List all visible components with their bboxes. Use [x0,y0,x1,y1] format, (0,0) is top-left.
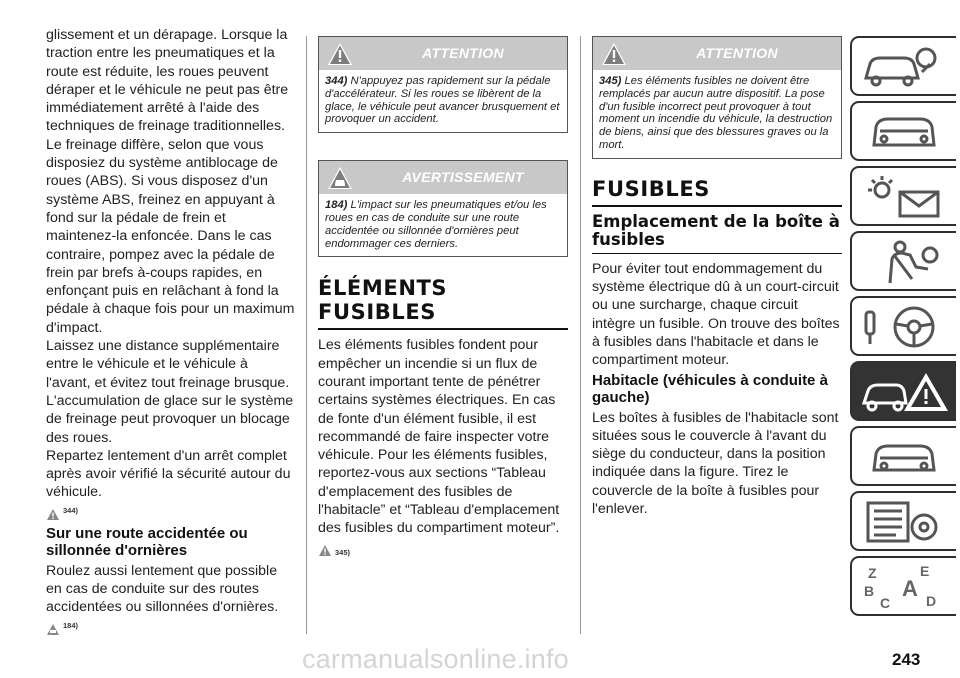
caution-reference[interactable] [46,620,296,636]
warning-triangle-icon [601,42,627,66]
reference-number: 184) [63,621,79,631]
left-column [46,26,296,640]
avertissement-box [318,160,568,257]
chapter-tab-starting-driving[interactable] [850,296,956,356]
reference-number: 344) [63,506,79,516]
watermark: carmanualsonline.info [302,644,569,674]
index-letter: E [920,564,930,579]
index-letter: B [864,583,875,599]
attention-number: 345) [599,75,622,87]
car-front-icon [860,109,950,155]
chapter-tab-warning-lights[interactable] [850,166,956,226]
attention-title: ATTENTION [422,45,504,61]
chapter-tab-dashboard[interactable] [850,101,956,161]
paragraph: Laissez une distance supplémentaire entre le véhicule et le véhicule à l'avant, et évitez tout freinage brusque. [46,338,290,391]
warning-triangle-icon [327,42,353,66]
index-letter: A [902,576,918,601]
avertissement-text: 184) L'impact sur les pneumatiques et/ou les roues en cas de conduite sur une route accidentée ou sillonnée d'ornières peut endommager ces derniers. [325,199,547,250]
attention-number: 344) [325,75,348,87]
section-heading: Sur une route accidentée ou sillonnée d'ornières [46,524,248,560]
index-letter: C [880,595,891,610]
chapter-tab-technical-data[interactable] [850,491,956,551]
paragraph: Les boîtes à fusibles de l'habitacle sont situées sous le couvercle à l'avant du siège du conducteur, dans la position indiquée dans la figure. Tirez le couvercle de la boîte à fusibles pour l'enlever. [592,409,839,518]
reference-number: 345) [335,547,351,557]
technical-data-icon [860,499,950,545]
car-caution-icon [327,166,353,190]
key-steering-wheel-icon [860,304,950,350]
paragraph: Les éléments fusibles fondent pour empêcher un incendie si un flux de courant important tente de pénétrer certains systèmes électriques. En cas de fonte d'un élément fusible, il est recommandé de faire inspecter votre véhicule. Pour les éléments fusibles, reportez-vous aux sections “Tableau d'emplacement des fusibles de l'habitacle” et “Tableau d'emplacement des fusibles du compartiment moteur”. [318,337,560,537]
section-title: ÉLÉMENTS FUSIBLES [318,276,568,330]
paragraph: Roulez aussi lentement que possible en cas de conduite sur des routes accidentées ou sillonnées d'ornières. [46,562,279,616]
avertissement-number: 184) [325,199,348,212]
section-title: FUSIBLES [592,177,842,207]
attention-header [593,37,841,70]
avertissement-title: AVERTISSEMENT [402,169,524,186]
attention-header [319,37,567,70]
chapter-tab-safety[interactable] [850,231,956,291]
paragraph: Pour éviter tout endommagement du système électrique dû à un court-circuit ou une surcharge, chaque circuit intègre un fusible. On trouve des boîtes à fusibles dans l'habitacle et dans le compartiment moteur. [592,260,840,369]
attention-title: ATTENTION [696,45,778,61]
car-breakdown-warning-icon [860,369,950,415]
chapter-tab-maintenance[interactable] [850,426,956,486]
seatbelt-person-icon [860,239,950,285]
paragraph: glissement et un dérapage. Lorsque la traction entre les pneumatiques et la route est réduite, les roues peuvent déraper et le véhicule ne peut pas être immédiatement arrêté à l'aide des techniques de freinage traditionnelles. Le freinage diffère, selon que vous disposiez du système antiblocage de roues (ABS). Si vous disposez d'un système ABS, freinez en appuyant à fond sur la pédale de frein et maintenez-la enfoncée. Dans le cas contraire, pompez avec la pédale de frein par brefs à-coups rapides, en enfonçant puis en relâchant à fond la pédale à chaque fois pour un maximum d'impact. [46,27,295,336]
chapter-sidebar [850,36,956,621]
index-letter: D [926,593,937,609]
subsection-title: Emplacement de la boîte à fusibles [592,213,842,254]
paragraph: L'accumulation de glace sur le système de freinage peut provoquer un blocage des roues. [46,392,294,446]
attention-text: 345) Les éléments fusibles ne doivent être remplacés par aucun autre dispositif. La pose d'un fusible incorrect peut provoquer à tout moment un incendie du véhicule, la destruction de biens, ainsi que des blessures graves ou la mort. [599,75,833,151]
attention-box [592,36,842,159]
chapter-tab-index[interactable] [850,556,956,616]
car-maintenance-icon [860,434,950,480]
warning-triangle-icon [318,544,332,557]
car-caution-icon [46,623,60,636]
attention-text: 344) N'appuyez pas rapidement sur la pédale d'accélérateur. Si les roues se libèrent de la glace, le véhicule peut avancer brusquement et provoquer un accident. [325,75,560,126]
car-info-icon [860,44,950,90]
warning-triangle-icon [46,508,60,521]
paragraph: Repartez lentement d'un arrêt complet après avoir vérifié la sécurité autour du véhicule. [46,447,291,501]
attention-box [318,36,568,133]
section-heading: Habitacle (véhicules à conduite à gauche) [592,371,828,407]
page-number: 243 [892,650,921,669]
chapter-tab-vehicle-info[interactable] [850,36,956,96]
column-divider [580,36,581,634]
warning-reference[interactable] [318,541,568,557]
middle-column [318,36,568,561]
index-letter: Z [868,565,877,581]
chapter-tab-in-emergency[interactable] [850,361,956,421]
warning-lights-icon [860,174,950,220]
avertissement-header [319,161,567,194]
warning-reference[interactable] [46,505,296,521]
right-column [592,36,842,518]
column-divider [306,36,307,634]
alphabetical-index-icon [860,564,950,610]
